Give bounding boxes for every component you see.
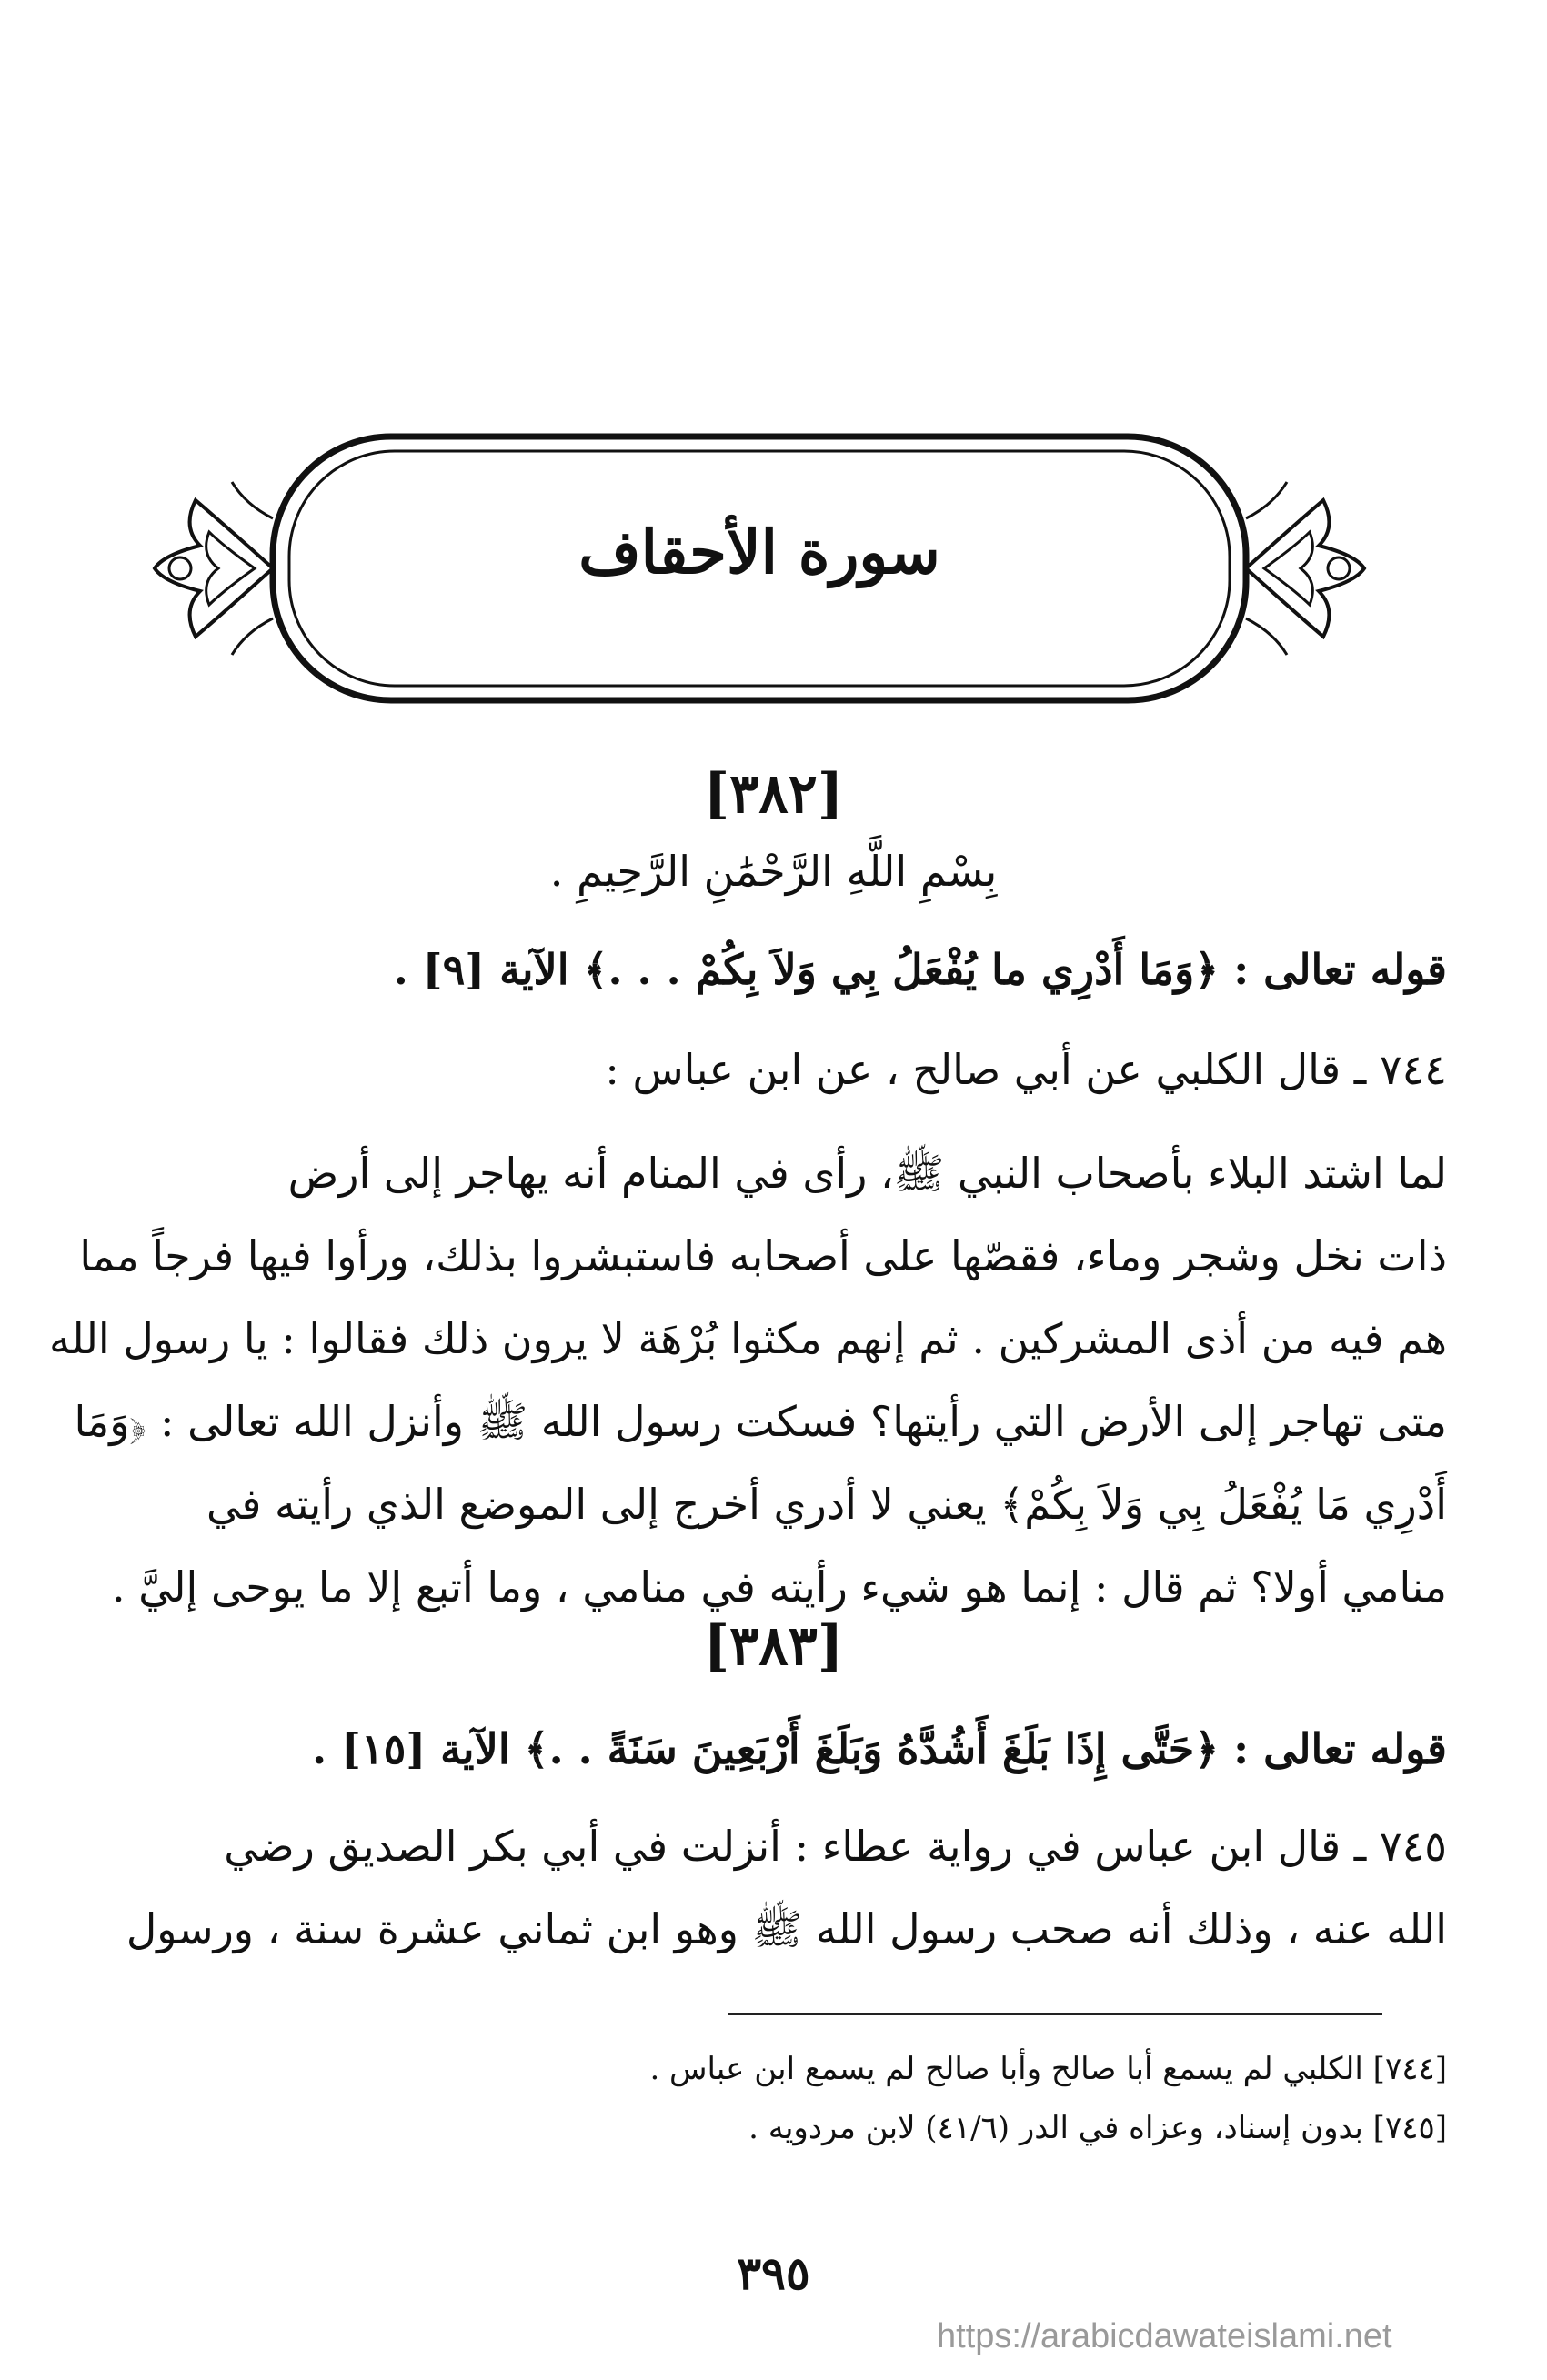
footnote: [٧٤٥] بدون إسناد، وعزاه في الدر (٤١/٦) لابن مردويه . bbox=[748, 2110, 1447, 2146]
watermark-url: https://arabicdawateislami.net bbox=[937, 2317, 1392, 2355]
paragraph-line: الله عنه ، وذلك أنه صحب رسول الله ﷺ وهو ابن ثماني عشرة سنة ، ورسول bbox=[126, 1904, 1447, 1953]
surah-title: سورة الأحقاف bbox=[578, 517, 940, 587]
footnote: [٧٤٤] الكلبي لم يسمع أبا صالح وأبا صالح لم يسمع ابن عباس . bbox=[649, 2051, 1447, 2087]
paragraph-line: هم فيه من أذى المشركين . ثم إنهم مكثوا بُرْهَة لا يرون ذلك فقالوا : يا رسول الله bbox=[49, 1314, 1447, 1363]
section-number: [٣٨٣] bbox=[703, 1614, 844, 1678]
page-number: ٣٩٥ bbox=[737, 2246, 810, 2300]
section-number: [٣٨٢] bbox=[703, 762, 844, 826]
paragraph-line: متى تهاجر إلى الأرض التي رأيتها؟ فسكت رسول الله ﷺ وأنزل الله تعالى : ﴿وَمَا bbox=[74, 1397, 1447, 1446]
paragraph-line: ٧٤٥ ـ قال ابن عباس في رواية عطاء : أنزلت في أبي بكر الصديق رضي bbox=[224, 1822, 1447, 1871]
narration-paragraph bbox=[100, 1805, 1447, 1971]
basmala: بِسْمِ اللَّهِ الرَّحْمَٰنِ الرَّحِيمِ . bbox=[549, 847, 998, 896]
paragraph-line: منامي أولا؟ ثم قال : إنما هو شيء رأيته في منامي ، وما أتبع إلا ما يوحى إليَّ . bbox=[111, 1562, 1447, 1612]
paragraph-line: ذات نخل وشجر وماء، فقصّها على أصحابه فاستبشروا بذلك، ورأوا فيها فرجاً مما bbox=[79, 1231, 1447, 1280]
footnote-separator bbox=[728, 2013, 1382, 2015]
narration-heading: ٧٤٤ ـ قال الكلبي عن أبي صالح ، عن ابن عباس : bbox=[605, 1045, 1447, 1094]
verse-reference-line: قوله تعالى : ﴿وَمَا أَدْرِي ما يُفْعَلُ بِي وَلاَ بِكُمْ . . .﴾ الآية [٩] . bbox=[393, 945, 1447, 994]
narration-paragraph bbox=[49, 1132, 1447, 1629]
surah-title-cartouche bbox=[146, 418, 1373, 718]
paragraph-line: أَدْرِي مَا يُفْعَلُ بِي وَلاَ بِكُمْ﴾ يعني لا أدري أخرج إلى الموضع الذي رأيته في bbox=[206, 1480, 1447, 1529]
paragraph-line: لما اشتد البلاء بأصحاب النبي ﷺ، رأى في المنام أنه يهاجر إلى أرض bbox=[287, 1149, 1447, 1198]
verse-reference-line: قوله تعالى : ﴿حَتَّى إِذَا بَلَغَ أَشُدَّهُ وَبَلَغَ أَرْبَعِينَ سَنَةً . .﴾ الآية [١٥] . bbox=[312, 1724, 1447, 1773]
